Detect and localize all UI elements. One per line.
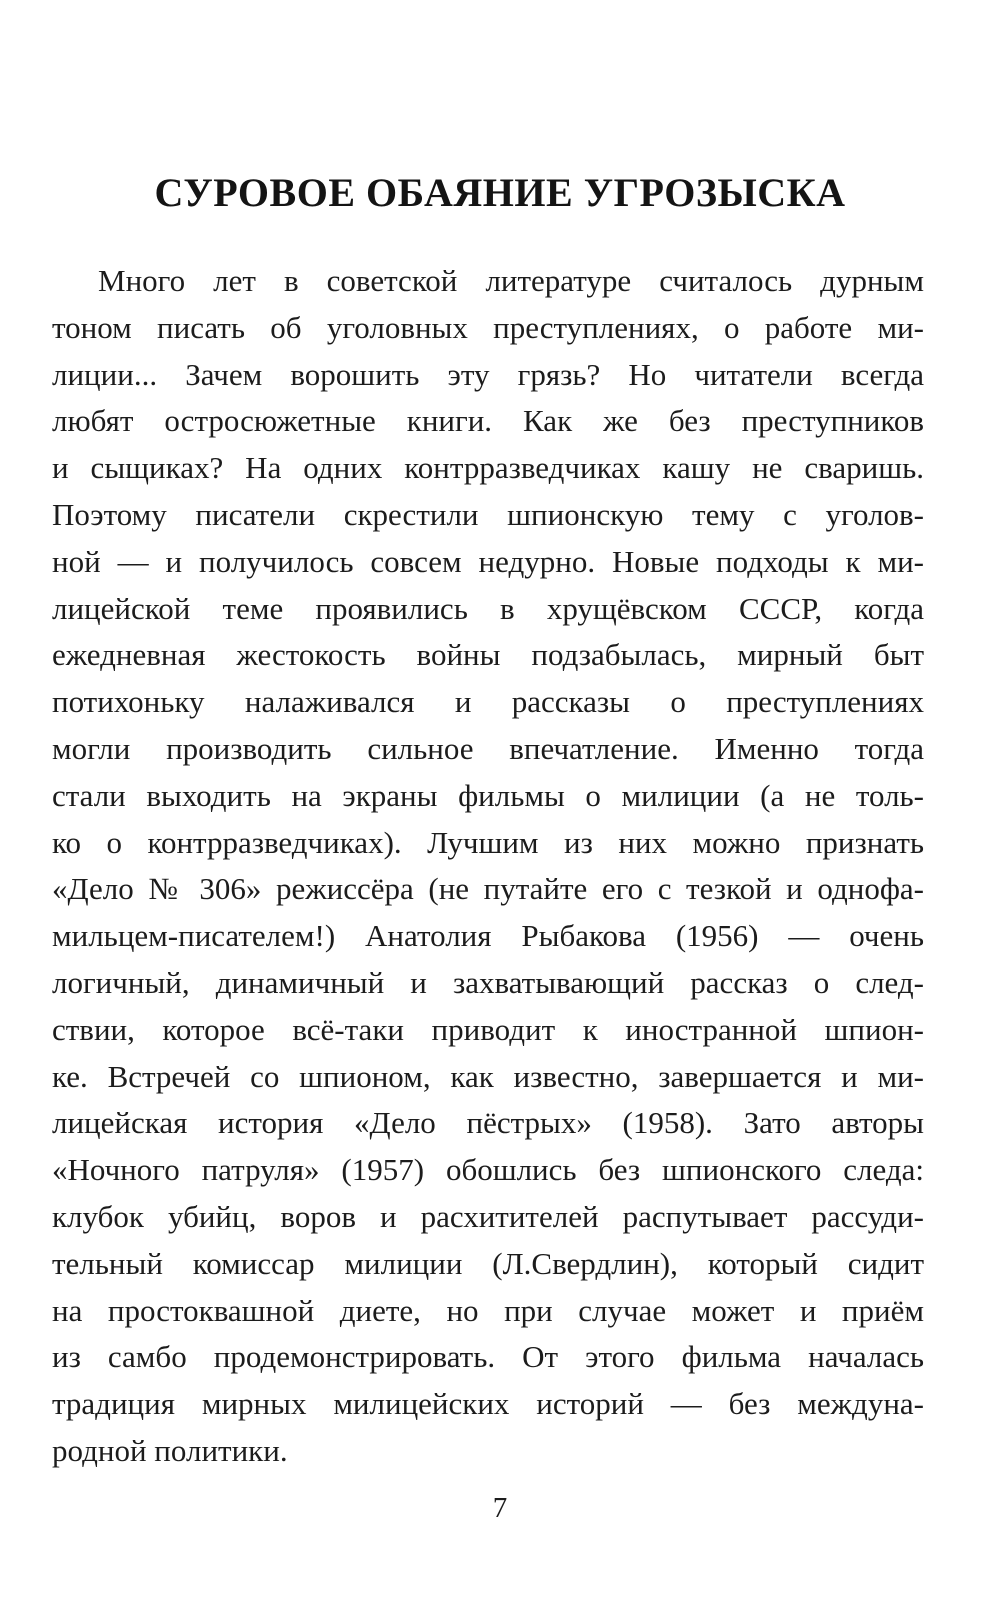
text-line: любят остросюжетные книги. Как же без преступников <box>52 403 924 439</box>
text-line: из самбо продемонстрировать. От этого фильма началась <box>52 1339 924 1375</box>
page-number: 7 <box>492 1492 508 1524</box>
text-line: ко о контрразведчиках). Лучшим из них можно признать <box>52 824 924 860</box>
text-line: лицейской теме проявились в хрущёвском СССР, когда <box>52 590 924 626</box>
text-line: Много лет в советской литературе считалось дурным <box>98 263 924 298</box>
text-line: ежедневная жестокость войны подзабылась, мирный быт <box>52 637 924 673</box>
text-line: на простоквашной диете, но при случае может и приём <box>52 1292 924 1328</box>
text-line: «Дело № 306» режиссёра (не путайте его с тезкой и однофа- <box>52 871 924 907</box>
text-line: и сыщиках? На одних контрразведчиках кашу не сваришь. <box>52 450 924 486</box>
text-line: тоном писать об уголовных преступлениях, о работе ми- <box>52 309 924 345</box>
text-line: лиции... Зачем ворошить эту грязь? Но читатели всегда <box>52 356 924 392</box>
text-line: могли производить сильное впечатление. Именно тогда <box>52 730 924 766</box>
text-line: лицейская история «Дело пёстрых» (1958). Зато авторы <box>52 1105 924 1141</box>
text-line: традиция мирных милицейских историй — без междуна- <box>52 1386 924 1422</box>
text-line: ствии, которое всё-таки приводит к иностранной шпион- <box>52 1011 924 1047</box>
text-line: «Ночного патруля» (1957) обошлись без шпионского следа: <box>52 1152 924 1188</box>
text-line: Поэтому писатели скрестили шпионскую тему с уголов- <box>52 496 924 532</box>
text-line: ной — и получилось совсем недурно. Новые подходы к ми- <box>52 543 924 579</box>
text-line: стали выходить на экраны фильмы о милиции (а не толь- <box>52 777 924 813</box>
text-line: логичный, динамичный и захватывающий рассказ о след- <box>52 964 924 1000</box>
text-line: ке. Встречей со шпионом, как известно, завершается и ми- <box>52 1058 924 1094</box>
text-line: тельный комиссар милиции (Л.Свердлин), который сидит <box>52 1245 924 1281</box>
text-line: потихоньку налаживался и рассказы о преступлениях <box>52 684 924 720</box>
chapter-title: СУРОВОЕ ОБАЯНИЕ УГРОЗЫСКА <box>154 170 846 215</box>
text-line: родной политики. <box>52 1432 288 1468</box>
text-line: клубок убийц, воров и расхитителей распутывает рассуди- <box>52 1198 924 1234</box>
body-paragraph <box>52 258 924 1475</box>
text-line: мильцем-писателем!) Анатолия Рыбакова (1956) — очень <box>52 918 924 954</box>
